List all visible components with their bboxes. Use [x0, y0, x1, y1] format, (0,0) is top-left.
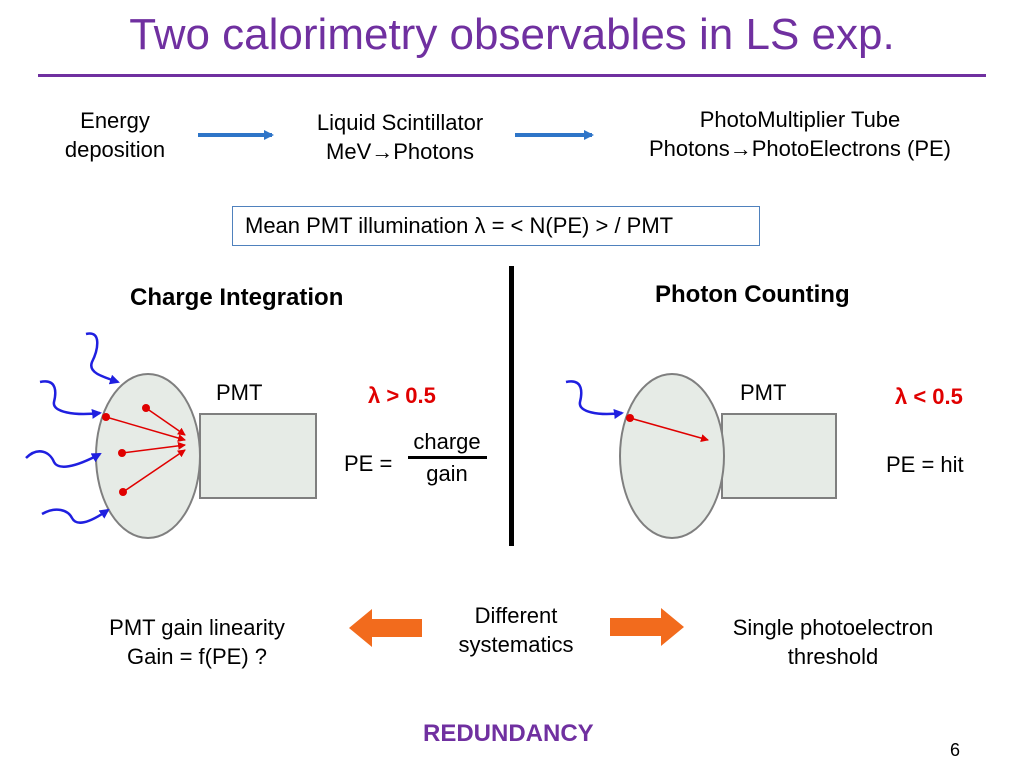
orange-left-arrow-icon: [349, 609, 422, 647]
left-lambda-condition: λ > 0.5: [368, 383, 436, 408]
photoelectron-dot: [118, 449, 126, 457]
bottom-center-line2: systematics: [458, 632, 574, 657]
bottom-right-line2: threshold: [787, 644, 879, 669]
left-pmt-label: PMT: [216, 380, 263, 405]
photon-wave-icon: [26, 451, 100, 466]
flow-step3-line2: Photons→PhotoElectrons (PE): [648, 136, 952, 161]
mean-illumination-formula-box: Mean PMT illumination λ = < N(PE) > / PMT: [232, 206, 760, 246]
orange-right-arrow-icon: [610, 608, 684, 646]
photoelectron-dot: [142, 404, 150, 412]
right-pmt-diagram: [566, 374, 836, 538]
redundancy-label: REDUNDANCY: [423, 720, 594, 747]
photoelectron-dot: [102, 413, 110, 421]
flow-step3-line1: PhotoMultiplier Tube: [699, 107, 901, 132]
flow-step2-line1: Liquid Scintillator: [316, 110, 484, 135]
bottom-left-line1: PMT gain linearity: [109, 615, 285, 640]
right-pmt-body: [722, 414, 836, 498]
charge-integration-heading: Charge Integration: [130, 284, 344, 311]
flow-step1-line1: Energy: [80, 108, 150, 133]
slide-title: Two calorimetry observables in LS exp.: [129, 10, 895, 59]
left-pmt-diagram: [26, 333, 316, 538]
left-pmt-window: [96, 374, 200, 538]
photoelectron-dot: [626, 414, 634, 422]
right-lambda-condition: λ < 0.5: [895, 384, 963, 409]
photon-wave-icon: [40, 381, 100, 414]
bottom-right-line1: Single photoelectron: [732, 615, 934, 640]
bottom-left-line2: Gain = f(PE) ?: [126, 644, 267, 669]
photon-wave-icon: [566, 381, 622, 414]
flow-step2-line2: MeV→Photons: [326, 139, 474, 164]
gain-denominator: gain: [426, 461, 468, 486]
pe-hit-formula: PE = hit: [886, 452, 964, 477]
flow-step1-line2: deposition: [64, 137, 166, 162]
bottom-center-line1: Different: [474, 603, 558, 628]
right-pmt-window: [620, 374, 724, 538]
page-number: 6: [950, 740, 961, 760]
pe-equals-label: PE =: [344, 451, 393, 476]
photon-wave-icon: [86, 333, 118, 382]
charge-numerator: charge: [413, 429, 481, 454]
right-pmt-label: PMT: [740, 380, 787, 405]
photoelectron-dot: [119, 488, 127, 496]
photon-counting-heading: Photon Counting: [655, 281, 850, 308]
photon-wave-icon: [42, 510, 108, 523]
left-pmt-body: [200, 414, 316, 498]
